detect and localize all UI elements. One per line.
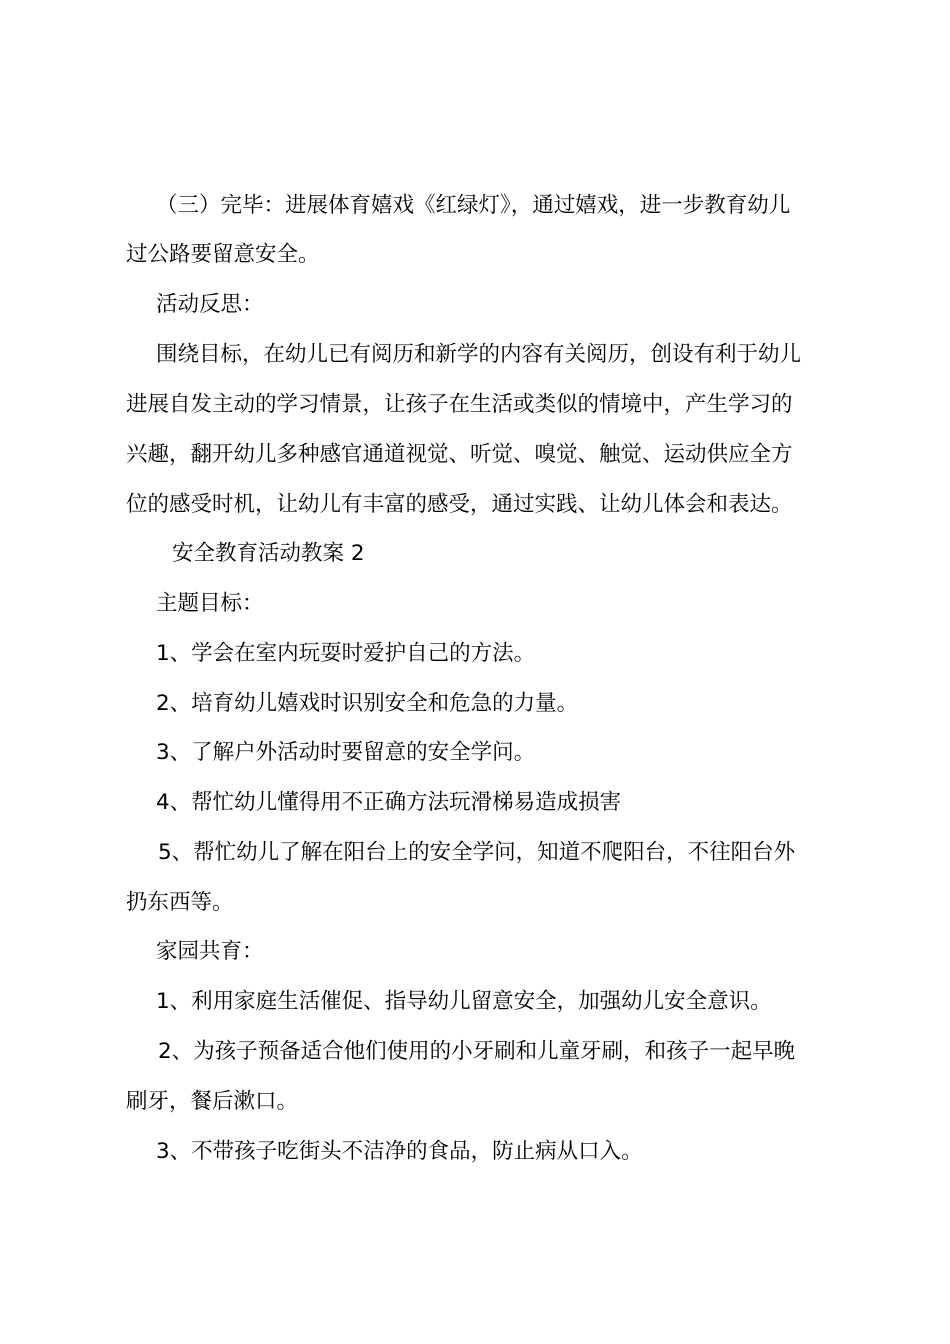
- list-item: 4、帮忙幼儿懂得用不正确方法玩滑梯易造成损害: [156, 790, 622, 815]
- list-item: 2、培育幼儿嬉戏时识别安全和危急的力量。: [156, 691, 579, 716]
- paragraph-line: 围绕目标，在幼儿已有阅历和新学的内容有关阅历，创设有利于幼儿: [156, 342, 802, 367]
- list-item: 3、不带孩子吃街头不洁净的食品，防止病从口入。: [156, 1139, 643, 1164]
- paragraph-line: 位的感受时机，让幼儿有丰富的感受，通过实践、让幼儿体会和表达。: [126, 492, 793, 517]
- paragraph-line: 过公路要留意安全。: [126, 242, 320, 267]
- list-item: 1、利用家庭生活催促、指导幼儿留意安全，加强幼儿安全意识。: [156, 989, 772, 1014]
- document-title: 安全教育活动教案 2: [172, 541, 365, 566]
- list-item: 3、了解户外活动时要留意的安全学问。: [156, 740, 536, 765]
- list-item-continued: 扔东西等。: [126, 890, 234, 915]
- paragraph-line: 进展自发主动的学习情景，让孩子在生活或类似的情境中，产生学习的: [126, 392, 793, 417]
- list-item-continued: 刷牙，餐后漱口。: [126, 1089, 299, 1114]
- section-heading: 主题目标：: [156, 591, 264, 616]
- paragraph-line: 兴趣，翻开幼儿多种感官通道视觉、听觉、嗅觉、触觉、运动供应全方: [126, 442, 793, 467]
- list-item: 1、学会在室内玩耍时爱护自己的方法。: [156, 641, 536, 666]
- list-item: 2、为孩子预备适合他们使用的小牙刷和儿童牙刷，和孩子一起早晚: [158, 1039, 796, 1064]
- section-heading: 家园共育：: [156, 939, 264, 964]
- paragraph-line: （三）完毕：进展体育嬉戏《红绿灯》，通过嬉戏，进一步教育幼儿: [156, 193, 791, 218]
- section-heading: 活动反思：: [156, 292, 264, 317]
- list-item: 5、帮忙幼儿了解在阳台上的安全学问，知道不爬阳台，不往阳台外: [158, 840, 796, 865]
